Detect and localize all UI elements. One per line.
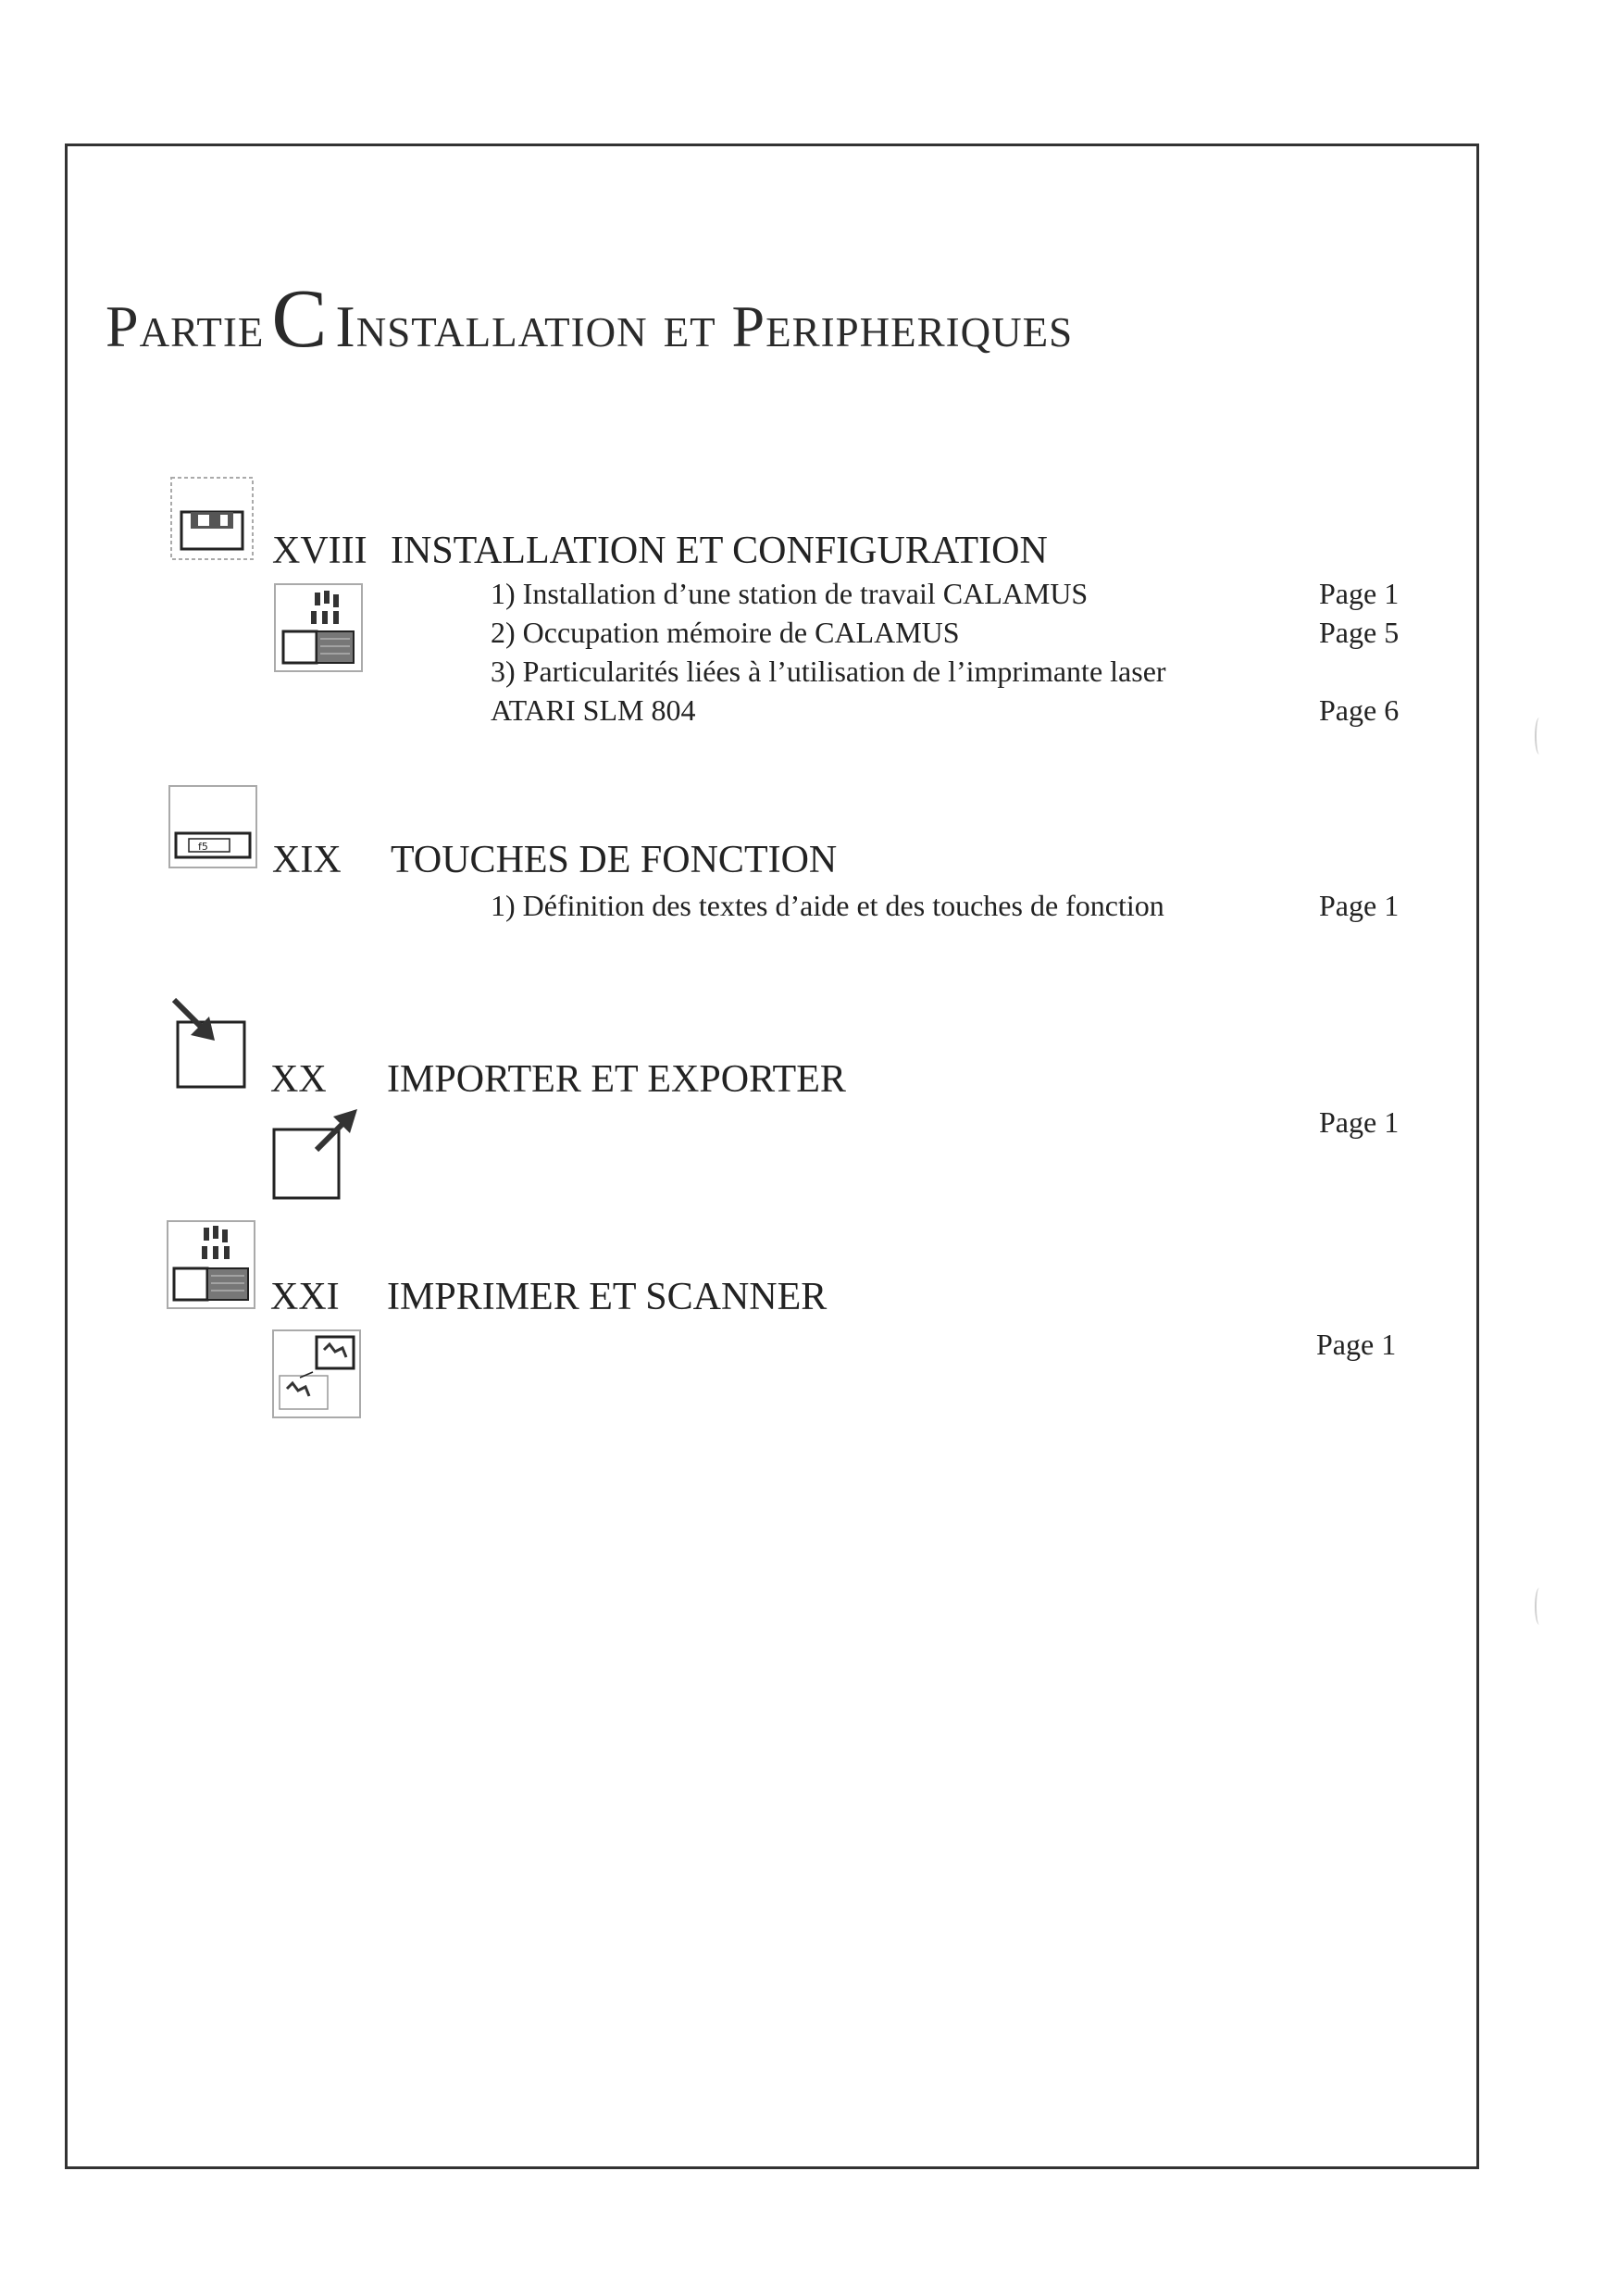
toc-page: Page 1 (1319, 1105, 1400, 1139)
toc-item: ATARI SLM 804 (491, 693, 696, 727)
toc-page: Page 6 (1319, 693, 1400, 727)
export-arrow-icon (268, 1107, 361, 1204)
scanner-icon (272, 1329, 361, 1418)
scan-mark (1535, 1588, 1544, 1625)
toc-page: Page 1 (1316, 1328, 1397, 1361)
chapter-number: XVIII (272, 530, 367, 572)
title-letter: C (271, 273, 329, 365)
toc-page: Page 1 (1319, 889, 1400, 922)
workstation-icon (274, 583, 363, 672)
page-title (106, 273, 1074, 365)
floppy-disk-icon (170, 477, 254, 560)
toc-item: 3) Particularités liées à l’utilisation de l’imprimante laser (491, 655, 1166, 688)
toc-page: Page 1 (1319, 577, 1400, 610)
chapter-heading: INSTALLATION ET CONFIGURATION (391, 530, 1048, 572)
chapter-number: XXI (270, 1276, 340, 1318)
import-arrow-icon (172, 998, 255, 1091)
title-prefix: Partie (106, 293, 265, 359)
chapter-number: XIX (272, 839, 342, 881)
printer-icon (167, 1220, 255, 1309)
scan-mark (1535, 718, 1544, 755)
chapter-heading: IMPORTER ET EXPORTER (387, 1058, 846, 1101)
title-suffix: Installation et Peripheriques (335, 293, 1074, 359)
chapter-heading: IMPRIMER ET SCANNER (387, 1276, 828, 1318)
function-key-icon (168, 785, 257, 868)
toc-item: 2) Occupation mémoire de CALAMUS (491, 616, 960, 649)
chapter-heading: TOUCHES DE FONCTION (391, 839, 838, 881)
chapter-number: XX (270, 1058, 327, 1101)
svg-text:f5: f5 (198, 841, 208, 853)
toc-item: 1) Installation d’une station de travail CALAMUS (491, 577, 1089, 610)
toc-page: Page 5 (1319, 616, 1400, 649)
toc-item: 1) Définition des textes d’aide et des touches de fonction (491, 889, 1164, 922)
